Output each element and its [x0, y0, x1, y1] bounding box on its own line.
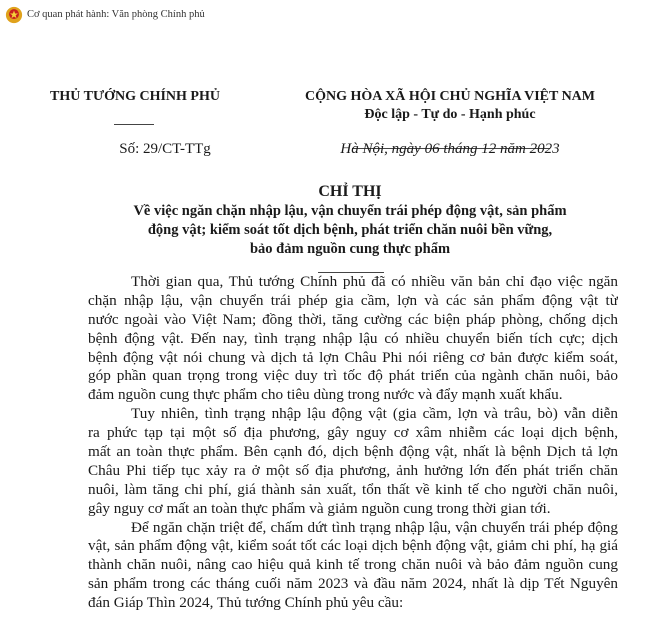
paragraph-line: vật, sản phẩm động vật, kiểm soát tốt các loại dịch bệnh động vật, giảm chi phí, hạ giá: [88, 537, 618, 555]
issuer-label: Cơ quan phát hành: Văn phòng Chính phủ: [27, 9, 205, 20]
paragraph-line: thành chăn nuôi, nâng cao hiệu quả kinh tế trong chăn nuôi và bảo đảm nguồn cung: [88, 556, 618, 574]
place-date: Hà Nội, ngày 06 tháng 12 năm 2023: [340, 141, 560, 157]
paragraph-line: bệnh động vật. Đến nay, tình trạng nhập lậu có nhiều chuyển biến tích cực; dịch: [88, 329, 618, 347]
authority-heading: THỦ TƯỚNG CHÍNH PHỦ: [50, 89, 220, 104]
paragraph-line: bệnh động vật nói chung và dịch tả lợn Châu Phi nói riêng cơ bản được kiểm soát,: [88, 348, 618, 366]
motto: Độc lập - Tự do - Hạnh phúc: [364, 107, 536, 122]
subject-line: động vật; kiểm soát tốt dịch bệnh, phát triển chăn nuôi bền vững,: [147, 222, 553, 238]
paragraph-line: mất an toàn thực phẩm. Bên cạnh đó, dịch bệnh động vật, nhất là bệnh Dịch tả lợn: [88, 443, 618, 461]
paragraph-line: đảm nguồn cung thực phẩm cho tiêu dùng trong nước và đẩy mạnh xuất khẩu.: [88, 386, 563, 404]
paragraph-line: gây nguy cơ mất an toàn thực phẩm và giảm nguồn cung trong thời gian tới.: [88, 499, 551, 517]
paragraph-line: góp phần quan trọng trong việc duy trì tốc độ phát triển của ngành chăn nuôi, bảo: [88, 367, 618, 385]
document-type: CHỈ THỊ: [318, 183, 382, 200]
subject-line: bảo đảm nguồn cung thực phẩm: [249, 241, 451, 257]
paragraph-line: ra phức tạp tại một số địa phương, gây nguy cơ xâm nhiễm các loại dịch bệnh,: [88, 424, 618, 442]
paragraph-line: nước ngoài vào Việt Nam; đồng thời, tăng cường các biện pháp phòng, chống dịch: [88, 310, 618, 328]
paragraph-line: Thời gian qua, Thủ tướng Chính phủ đã có nhiều văn bản chỉ đạo việc ngăn: [131, 273, 618, 290]
paragraph-line: Tuy nhiên, tình trạng nhập lậu động vật (gia cầm, lợn và trâu, bò) vẫn diễn: [131, 405, 618, 423]
paragraph-line: đán Giáp Thìn 2024, Thủ tướng Chính phủ yêu cầu:: [88, 594, 404, 612]
nation-heading: CỘNG HÒA XÃ HỘI CHỦ NGHĨA VIỆT NAM: [304, 89, 596, 104]
paragraph-line: Để ngăn chặn triệt để, chấm dứt tình trạng nhập lậu, vận chuyển trái phép động: [131, 518, 618, 536]
national-emblem-icon: [5, 6, 23, 24]
paragraph-line: chặn nhập lậu, vận chuyển trái phép gia cầm, lợn và các sản phẩm động vật từ: [88, 291, 618, 309]
document-number: Số: 29/CT-TTg: [119, 141, 211, 157]
document-body: [88, 273, 618, 613]
subject-line: Về việc ngăn chặn nhập lậu, vận chuyển trái phép động vật, sản phẩm: [133, 203, 567, 219]
authority-divider: [114, 124, 154, 125]
paragraph-line: sản phẩm trong các tháng cuối năm 2023 và đầu năm 2024, nhất là dịp Tết Nguyên: [88, 575, 618, 593]
paragraph-line: Châu Phi tiếp tục xảy ra ở một số địa phương, ảnh hưởng lớn đến phát triển chăn: [88, 461, 618, 479]
paragraph-line: nuôi, làm tăng chi phí, giá thành sản xuất, tổn thất về kinh tế cho người chăn nuôi,: [88, 480, 618, 498]
